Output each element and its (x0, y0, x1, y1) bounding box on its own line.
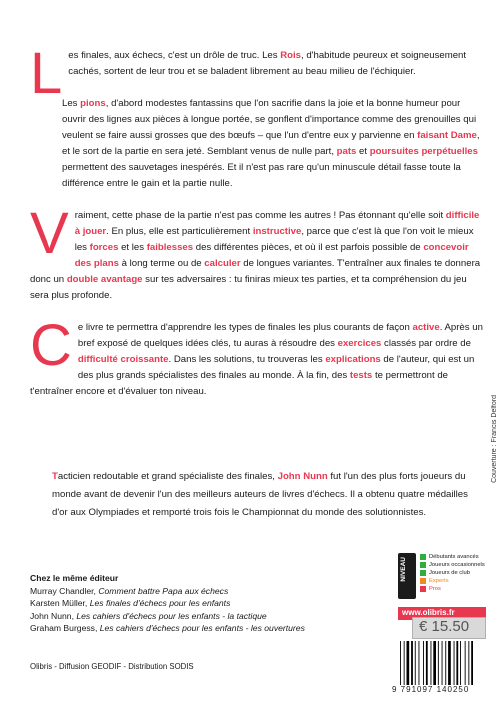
barcode-bar (468, 641, 469, 685)
barcode-bar (415, 641, 416, 685)
barcode-bar (411, 641, 413, 685)
dropcap-c: C (30, 313, 72, 378)
website-band: www.olibris.fr (398, 607, 486, 620)
barcode-bar (438, 641, 439, 685)
cover-credit: Couverture : Francis Delford (491, 395, 498, 483)
dropcap-v: V (30, 201, 69, 266)
barcode-bar (404, 641, 405, 685)
barcode-bar (426, 641, 428, 685)
barcode-bar (431, 641, 432, 685)
list-item: John Nunn, Les cahiers d'échecs pour les enfants - la tactique (30, 610, 267, 621)
barcode-bar (454, 641, 455, 685)
barcode-bar (407, 641, 410, 685)
level-square (420, 562, 426, 568)
level-legend (420, 553, 485, 593)
paragraph-4: C e livre te permettra d'apprendre les types de finales les plus courants de façon active. Après un bref exposé de quelques idées clés, tu auras à résoudre des exercices classés par ordre de difficulté croissante. Dans les solutions, tu trouveras les explications de l'auteur, qui est un des plus grands spécialistes des finales au monde. À la fin, des tests te permettront de t'entraîner encore et d'évaluer ton niveau. (30, 313, 483, 397)
level-item: Débutants avancés (420, 553, 485, 561)
list-item: Murray Chandler, Comment battre Papa aux échecs (30, 585, 229, 596)
barcode-bar (400, 641, 401, 685)
level-square (420, 554, 426, 560)
same-publisher-list (30, 572, 370, 635)
barcode-bar (423, 641, 424, 685)
paragraph-1: L es finales, aux échecs, c'est un drôle de truc. Les Rois, d'habitude peureux et soigneusement cachés, sortent de leur trou et se baladent librement au beau milieu de l'échiquier. (30, 41, 467, 106)
level-square (420, 570, 426, 576)
barcode-bar (448, 641, 451, 685)
price-sticker: € 15.50 (412, 617, 486, 639)
distribution-footer: Olibris - Diffusion GEODIF - Distribution SODIS (30, 662, 194, 671)
level-item: Experts (420, 577, 485, 585)
level-item: Joueurs de club (420, 569, 485, 577)
barcode-bar (471, 641, 473, 685)
barcode-bar (460, 641, 461, 685)
barcode (398, 641, 484, 685)
barcode-bar (456, 641, 458, 685)
barcode-bar (465, 641, 466, 685)
level-square (420, 586, 426, 592)
list-item: Graham Burgess, Les cahiers d'échecs pour les enfants - les ouvertures (30, 623, 305, 633)
author-bio: Tacticien redoutable et grand spécialiste des finales, John Nunn fut l'un des plus forts joueurs du monde avant de devenir l'un des meilleurs auteurs de livres d'échecs. Il a obtenu quatre médailles d'or aux Olympiades et remporté trois fois le Championnat du monde des solutionnistes. (52, 471, 468, 518)
level-item: Pros (420, 585, 485, 593)
barcode-bar (445, 641, 446, 685)
level-square (420, 578, 426, 584)
barcode-bar (433, 641, 436, 685)
paragraph-2: Les pions, d'abord modestes fantassins que l'on sacrifie dans la joie et la bonne humeur pour ouvrir des lignes aux pièces à longue portée, se gonflent d'importance comme des grenouilles qui veulent se faire aussi grosses que des bœufs – que l'un d'entre eux y parvienne en faisant Dame, et le sort de la partie en sera jeté. Semblant venus de nulle part, pats et poursuites perpétuelles permettent des sauvetages inespérés. Et il n'est pas rare qu'un minuscule détail fasse toute la différence entre le gain et la partie nulle. (62, 98, 480, 189)
dropcap-l: L (30, 41, 63, 106)
same-publisher-heading: Chez le même éditeur (30, 573, 119, 583)
level-item: Joueurs occasionnels (420, 561, 485, 569)
isbn-number: 9 791097 140250 (392, 685, 470, 694)
list-item: Karsten Müller, Les finales d'échecs pour les enfants (30, 598, 231, 608)
barcode-bar (419, 641, 420, 685)
paragraph-3: V raiment, cette phase de la partie n'est pas comme les autres ! Pas étonnant qu'elle soit difficile à jouer. En plus, elle est particulièrement instructive, parce que c'est là que l'on voit le mieux les forces et les faiblesses des différentes pièces, et où il est parfois possible de concevoir des plans à long terme ou de calculer de longues variantes. T'entraîner aux finales te donnera donc un double avantage sur tes adversaires : tu finiras mieux tes parties, et ta compréhension du jeu sera plus profonde. (30, 201, 481, 301)
niveau-badge: NIVEAU (398, 553, 416, 599)
barcode-bar (442, 641, 443, 685)
